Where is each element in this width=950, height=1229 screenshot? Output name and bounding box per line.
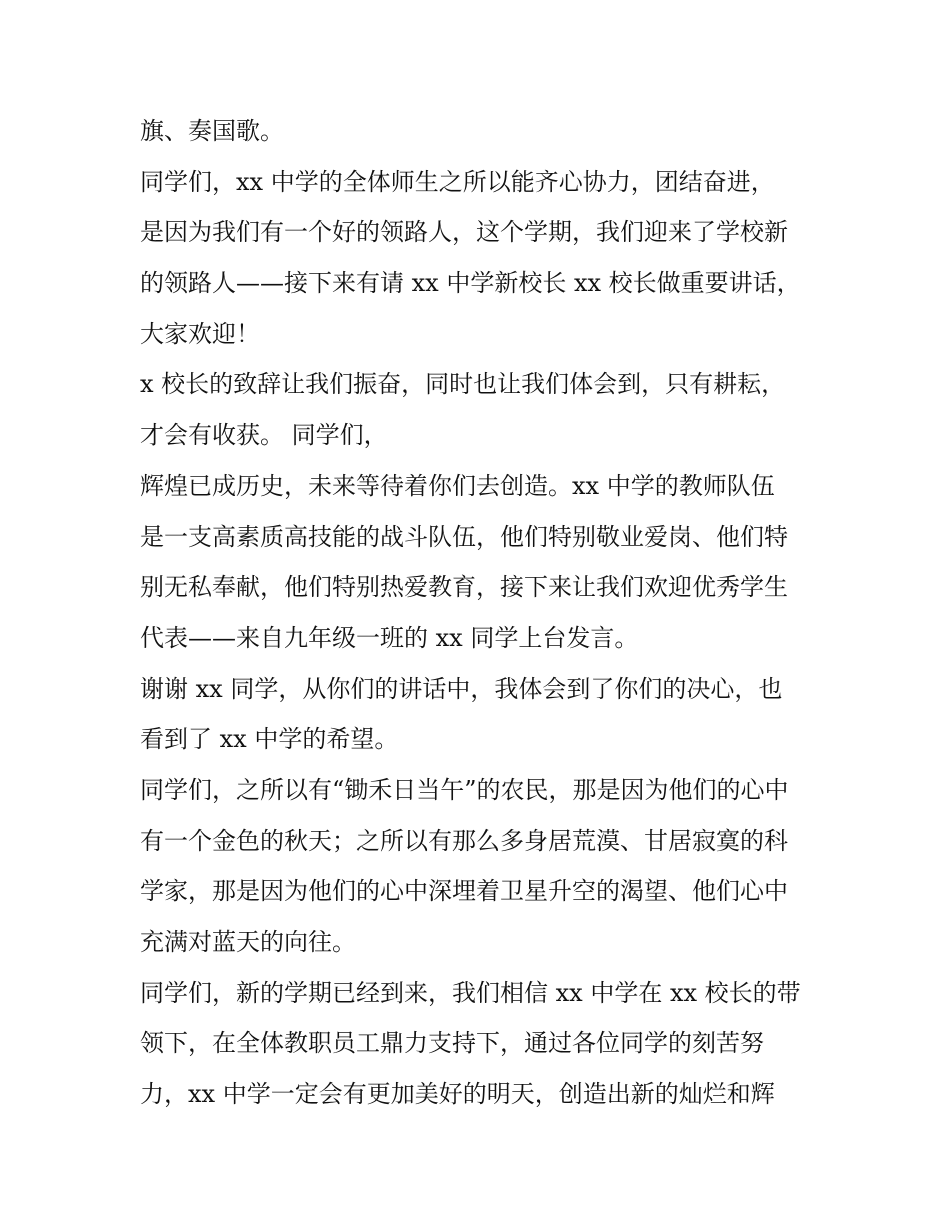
text-line: 旗、奏国歌。 [140,117,284,145]
text-line: 力，xx 中学一定会有更加美好的明天，创造出新的灿烂和辉 [140,1080,775,1109]
text-line: 大家欢迎！ [140,319,260,348]
text-line: 的领路人——接下来有请 xx 中学新校长 xx 校长做重要讲话， [140,269,801,298]
text-line: 是因为我们有一个好的领路人，这个学期，我们迎来了学校新 [140,218,788,247]
text-line: 代表——来自九年级一班的 xx 同学上台发言。 [140,623,639,652]
text-line: 别无私奉献，他们特别热爱教育，接下来让我们欢迎优秀学生 [140,573,788,602]
text-line: x 校长的致辞让我们振奋，同时也让我们体会到，只有耕耘， [140,370,786,399]
text-line: 是一支高素质高技能的战斗队伍，他们特别敬业爱岗、他们特 [140,522,788,551]
text-line: 充满对蓝天的向往。 [140,928,356,956]
text-line: 学家，那是因为他们的心中深埋着卫星升空的渴望、他们心中 [140,877,788,906]
text-line: 辉煌已成历史，未来等待着你们去创造。xx 中学的教师队伍 [140,471,775,500]
text-line: 看到了 xx 中学的希望。 [140,725,399,754]
text-line: 同学们，之所以有“锄禾日当午”的农民，那是因为他们的心中 [140,775,789,804]
text-line: 有一个金色的秋天；之所以有那么多身居荒漠、甘居寂寞的科 [140,826,788,855]
text-line: 领下，在全体教职员工鼎力支持下，通过各位同学的刻苦努 [140,1029,764,1058]
text-line: 同学们，新的学期已经到来，我们相信 xx 中学在 xx 校长的带 [140,978,801,1007]
text-line: 谢谢 xx 同学，从你们的讲话中，我体会到了你们的决心，也 [140,674,783,703]
text-line: 才会有收获。 同学们， [140,421,388,450]
text-line: 同学们，xx 中学的全体师生之所以能齐心协力，团结奋进， [140,167,775,196]
document-body [140,106,830,1120]
